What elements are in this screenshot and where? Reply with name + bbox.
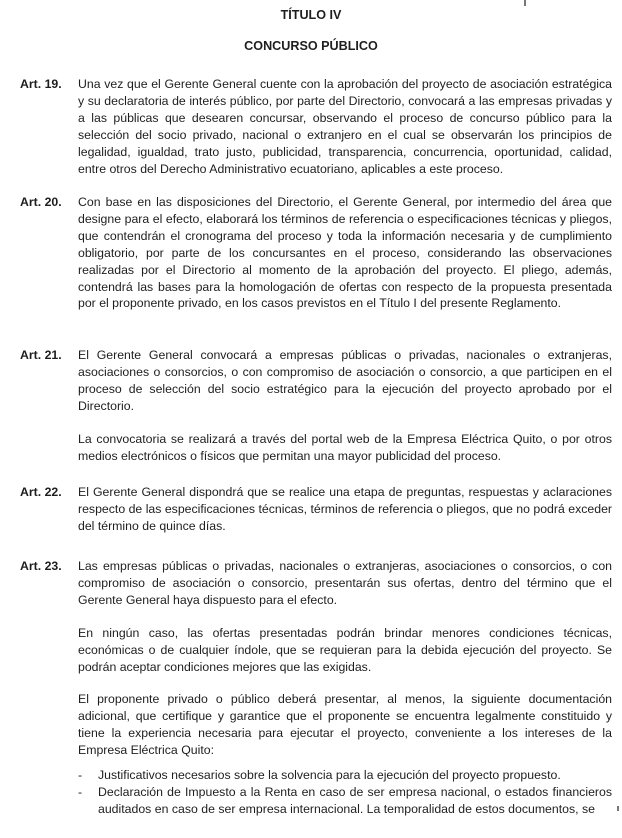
requirements-list — [78, 767, 612, 818]
article-paragraph: Las empresas públicas o privadas, nacionales o extranjeras, asociaciones o consorcios, o con compromiso de asociación o consorcio, presentarán sus ofertas, dentro del término que el Gerente General haya dispuesto para el efecto. — [78, 559, 612, 607]
article-21 — [20, 347, 612, 464]
page-title: TÍTULO IV — [280, 8, 342, 22]
article-body — [78, 76, 612, 177]
article-paragraph: Una vez que el Gerente General cuente con la aprobación del proyecto de asociación estratégica y su declaratoria de interés público, por parte del Directorio, convocará a las empresas privadas y a las públicas que desearen concursar, observando el proceso de concurso público para la selección del socio privado, nacional o extranjero en el cual se observarán los principios de legalidad, igualdad, trato justo, publicidad, transparencia, concurrencia, oportunidad, calidad, entre otros del Derecho Administrativo ecuatoriano, aplicables a este proceso. — [78, 77, 612, 176]
bullet-dash: - — [78, 784, 83, 799]
article-paragraph: Con base en las disposiciones del Directorio, el Gerente General, por intermedio del área que designe para el efecto, elaborará los términos de referencia o especificaciones técnicas y pliegos, que contendrán el cronograma del proceso y toda la información necesaria y de cumplimiento obligatorio, por parte de los concursantes en el proceso, considerando las observaciones realizadas por el Directorio al momento de la aprobación del proyecto. El pliego, además, contendrá las bases para la homologación de ofertas con respecto de la propuesta presentada por el proponente privado, en los casos previstos en el Título I del presente Reglamento. — [78, 195, 612, 311]
article-paragraph: En ningún caso, las ofertas presentadas podrán brindar menores condiciones técnicas, económicas o de cualquier índole, que se requieran para la debida ejecución del proyecto. Se podrán aceptar condiciones mejores que las exigidas. — [78, 625, 612, 674]
scan-mark — [617, 806, 619, 811]
article-20 — [20, 194, 612, 312]
article-paragraph: La convocatoria se realizará a través del portal web de la Empresa Eléctrica Quito, o por otros medios electrónicos o físicos que permitan una mayor publicidad del proceso. — [78, 431, 612, 463]
article-23 — [20, 558, 612, 818]
article-label: Art. 19. — [20, 77, 62, 91]
article-body — [78, 194, 612, 312]
article-19 — [20, 76, 612, 177]
article-body — [78, 347, 612, 464]
list-item — [78, 784, 612, 818]
article-body — [78, 558, 612, 818]
article-label: Art. 22. — [20, 485, 62, 499]
list-item-text: Justificativos necesarios sobre la solvencia para la ejecución del proyecto propuesto. — [98, 768, 561, 783]
article-label: Art. 20. — [20, 195, 62, 209]
article-paragraph: El Gerente General convocará a empresas públicas o privadas, nacionales o extranjeras, asociaciones o consorcios, o con compromiso de asociación o consorcio, a que participen en el proceso de selección del socio estratégico para la ejecución del proyecto aprobado por el Directorio. — [78, 348, 612, 413]
article-body — [78, 484, 612, 535]
article-label: Art. 21. — [20, 348, 62, 362]
article-paragraph: El Gerente General dispondrá que se realice una etapa de preguntas, respuestas y aclaraciones respecto de las especificaciones técnicas, términos de referencia o pliegos, que no podrá exceder del término de quince días. — [78, 485, 612, 533]
bullet-dash: - — [78, 768, 83, 783]
list-item-text: Declaración de Impuesto a la Renta en caso de ser empresa nacional, o estados financieros auditados en caso de ser empresa internacional. La temporalidad de estos documentos, se — [98, 784, 612, 816]
article-label: Art. 23. — [20, 559, 62, 573]
scan-mark — [524, 0, 526, 6]
article-paragraph: El proponente privado o público deberá presentar, al menos, la siguiente documentación adicional, que certifique y garantice que el proponente se encuentra legalmente constituido y tiene la experiencia necesaria para ejecutar el proyecto, conveniente a los intereses de la Empresa Eléctrica Quito: — [78, 692, 612, 758]
list-item — [78, 767, 612, 784]
section-subtitle: CONCURSO PÚBLICO — [244, 39, 378, 53]
article-22 — [20, 484, 612, 535]
